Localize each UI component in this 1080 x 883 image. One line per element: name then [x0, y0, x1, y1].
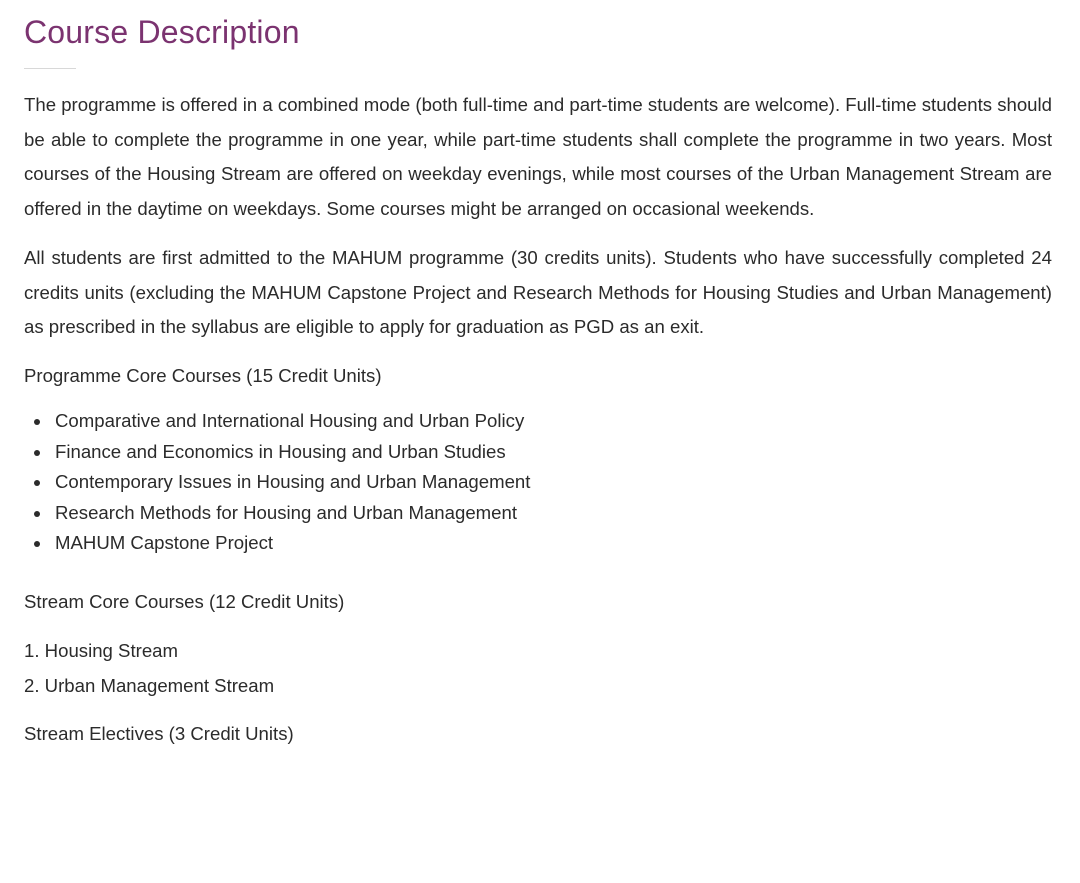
bullet-icon [34, 511, 40, 517]
stream-core-list [24, 633, 1052, 703]
course-name: Contemporary Issues in Housing and Urban Management [55, 471, 531, 493]
mode-paragraph: The programme is offered in a combined mode (both full-time and part-time students are welcome). Full-time students should be able to complete the programme in one year, while part-time students shall complete the programme in two years. Most courses of the Housing Stream are offered on weekday evenings, while most courses of the Urban Management Stream are offered in the daytime on weekdays. Some courses might be arranged on occasional weekends. [24, 94, 1052, 220]
spacer [24, 703, 1052, 717]
list-item [24, 528, 1052, 559]
spacer [24, 559, 1052, 585]
page-title: Course Description [24, 14, 300, 50]
admission-paragraph: All students are first admitted to the MAHUM programme (30 credits units). Students who have successfully completed 24 credits units (excluding the MAHUM Capstone Project and Research Methods for Housing Studies and Urban Management) as prescribed in the syllabus are eligible to apply for graduation as PGD as an exit. [24, 246, 1052, 338]
bullet-icon [34, 480, 40, 486]
course-name: Research Methods for Housing and Urban Management [55, 501, 518, 523]
list-item [24, 498, 1052, 529]
course-name: Comparative and International Housing and Urban Policy [55, 409, 525, 431]
programme-core-list [24, 406, 1052, 559]
list-item: 2. Urban Management Stream [24, 674, 275, 696]
stream-electives-heading: Stream Electives (3 Credit Units) [24, 722, 294, 744]
list-item [24, 437, 1052, 468]
list-item: 1. Housing Stream [24, 639, 178, 661]
list-item [24, 406, 1052, 437]
list-item [24, 467, 1052, 498]
course-name: MAHUM Capstone Project [55, 532, 274, 554]
bullet-icon [34, 450, 40, 456]
bullet-icon [34, 541, 40, 547]
course-name: Finance and Economics in Housing and Urban Studies [55, 440, 506, 462]
title-divider [24, 68, 76, 69]
programme-core-heading: Programme Core Courses (15 Credit Units) [24, 364, 382, 386]
bullet-icon [34, 419, 40, 425]
spacer [24, 619, 1052, 633]
stream-core-heading: Stream Core Courses (12 Credit Units) [24, 590, 345, 612]
